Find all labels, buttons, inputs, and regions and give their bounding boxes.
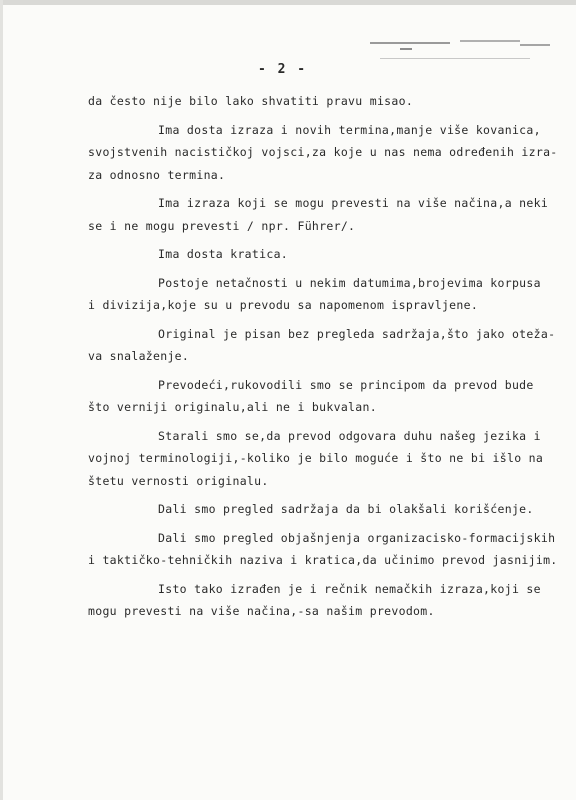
stamp-mark (370, 42, 450, 44)
stamp-mark (460, 40, 520, 42)
paragraph (88, 119, 558, 187)
text-line: što verniji originalu,ali ne i bukvalan. (88, 400, 377, 414)
archive-stamp-marks (360, 30, 555, 68)
text-line: Ima izraza koji se mogu prevesti na više načina,a neki (158, 196, 549, 210)
text-line: i divizija,koje su u prevodu sa napomenom ispravljene. (88, 298, 479, 312)
text-line: Starali smo se,da prevod odgovara duhu našeg jezika i (158, 428, 541, 443)
paragraph (88, 498, 548, 521)
page-top-edge (0, 0, 576, 5)
stamp-mark (520, 44, 550, 46)
text-line: Dali smo pregled sadržaja da bi olakšali korišćenje. (158, 502, 534, 516)
page-left-edge (0, 0, 3, 800)
paragraph (88, 578, 548, 623)
text-line: Dali smo pregled objašnjenja organizacisko-formacijskih (158, 530, 556, 545)
text-line: vojnoj terminologiji,-koliko je bilo moguće i što ne bi išlo na (88, 451, 544, 465)
paragraph (88, 90, 548, 113)
paragraph (88, 323, 556, 368)
text-line: se i ne mogu prevesti / npr. Führer/. (88, 218, 356, 233)
page-number: - 2 - (258, 62, 308, 77)
text-line: za odnosno termina. (88, 167, 226, 182)
text-line: mogu prevesti na više načina,-sa našim prevodom. (88, 604, 435, 618)
paragraph (88, 272, 548, 317)
paragraph (88, 243, 548, 266)
text-line: štetu vernosti originalu. (88, 473, 269, 488)
text-line: va snalaženje. (88, 349, 190, 363)
text-line: svojstvenih nacističkoj vojsci,za koje u nas nema određenih izra- (88, 145, 558, 159)
text-line: Prevodeći,rukovodili smo se principom da prevod bude (158, 377, 534, 392)
body-text (88, 90, 558, 623)
stamp-mark (400, 48, 412, 50)
text-line: Ima dosta izraza i novih termina,manje više kovanica, (158, 122, 541, 137)
paragraph (88, 192, 548, 237)
paragraph (88, 425, 548, 493)
text-line: Postoje netačnosti u nekim datumima,brojevima korpusa (158, 275, 541, 290)
text-line: da često nije bilo lako shvatiti pravu misao. (88, 94, 414, 108)
text-line: i taktičko-tehničkih naziva i kratica,da učinimo prevod jasnijim. (88, 553, 558, 567)
text-line: Original je pisan bez pregleda sadržaja,što jako oteža- (158, 326, 556, 341)
paragraph (88, 374, 548, 419)
stamp-mark (380, 58, 530, 59)
text-line: Ima dosta kratica. (158, 247, 289, 261)
text-line: Isto tako izrađen je i rečnik nemačkih izraza,koji se (158, 581, 541, 596)
paragraph (88, 527, 558, 572)
